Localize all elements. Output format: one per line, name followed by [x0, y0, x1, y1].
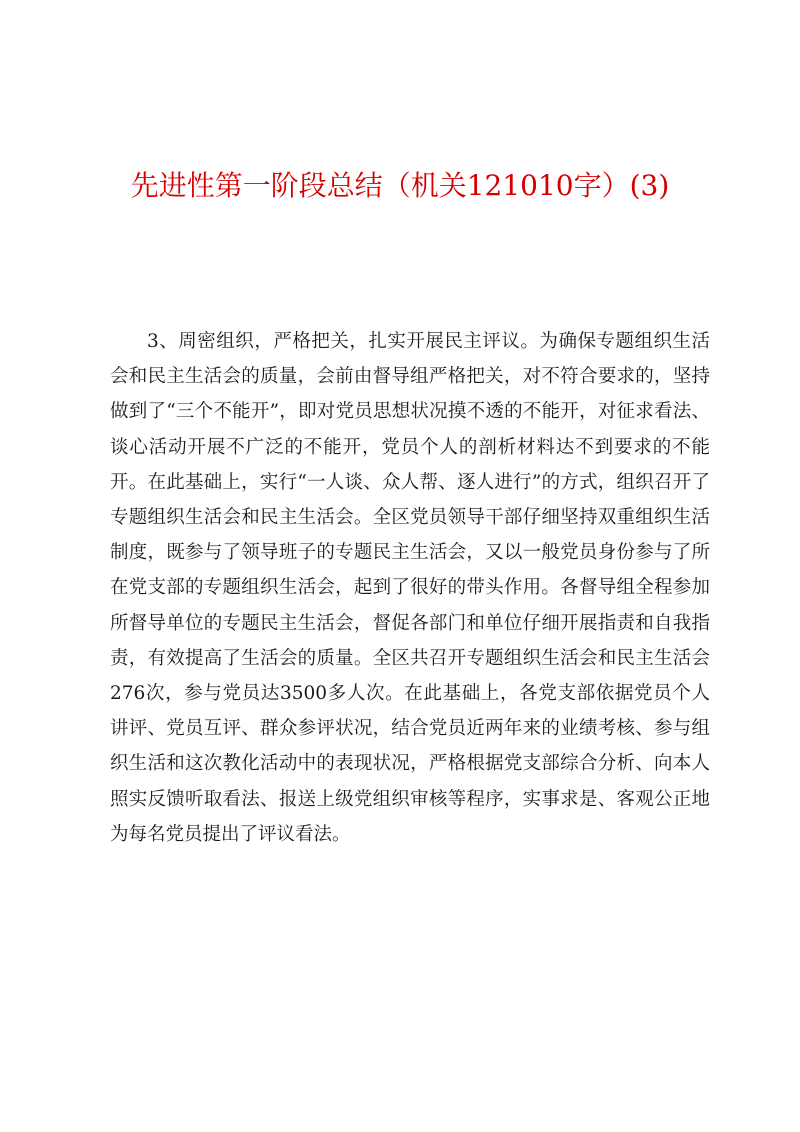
body-paragraph: 3、周密组织，严格把关，扎实开展民主评议。为确保专题组织生活会和民主生活会的质量，会前由督导组严格把关，对不符合要求的，坚持做到了“三个不能开”，即对党员思想状况摸不透的不能开，对征求看法、谈心活动开展不广泛的不能开，党员个人的剖析材料达不到要求的不能开。在此基础上，实行“一人谈、众人帮、逐人进行”的方式，组织召开了专题组织生活会和民主生活会。全区党员领导干部仔细坚持双重组织生活制度，既参与了领导班子的专题民主生活会，又以一般党员身份参与了所在党支部的专题组织生活会，起到了很好的带头作用。各督导组全程参加所督导单位的专题民主生活会，督促各部门和单位仔细开展指责和自我指责，有效提高了生活会的质量。全区共召开专题组织生活会和民主生活会276次，参与党员达3500多人次。在此基础上，各党支部依据党员个人讲评、党员互评、群众参评状况，结合党员近两年来的业绩考核、参与组织生活和这次教化活动中的表现状况，严格根据党支部综合分析、向本人照实反馈听取看法、报送上级党组织审核等程序，实事求是、客观公正地为每名党员提出了评议看法。	[110, 331, 710, 845]
document-title: 先进性第一阶段总结（机关121010字）(3)	[130, 169, 670, 202]
